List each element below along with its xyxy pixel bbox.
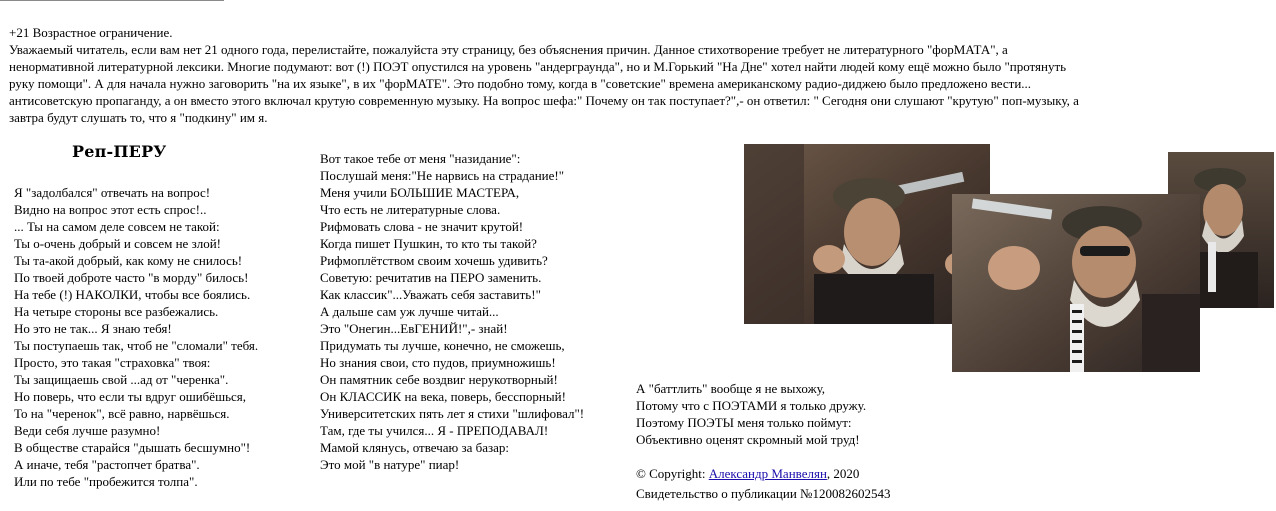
poem-line: Это мой "в натуре" пиар! [320, 457, 460, 472]
intro-line: руку помощи". А для начала нужно заговорить "на их языке", в их "форМАТЕ". Это подобно тому, когда в "советские" времена американскому радио-диджею было предложено вести... [9, 76, 1032, 91]
poem-line: Придумать ты лучше, конечно, не сможешь, [320, 338, 565, 353]
poem-line: Он КЛАССИК на века, поверь, бесспорный! [320, 389, 566, 404]
poem-line: Там, где ты учился... Я - ПРЕПОДАВАЛ! [320, 423, 549, 438]
poem-line: Рифмовать слова - не значит крутой! [320, 219, 524, 234]
poem-line: Ты та-акой добрый, как кому не снилось! [14, 253, 243, 268]
poem-line: Или по тебе "пробежится толпа". [14, 474, 198, 489]
poem-line: Ты о-очень добрый и совсем не злой! [14, 236, 221, 251]
poem-line: Мамой клянусь, отвечаю за базар: [320, 440, 510, 455]
poem-line: Что есть не литературные слова. [320, 202, 501, 217]
poem-line: Видно на вопрос этот есть спрос!.. [14, 202, 207, 217]
poem-line: А "баттлить" вообще я не выхожу, [636, 381, 826, 396]
copyright-year: , 2020 [826, 466, 860, 481]
intro-line: ненормативной литературной лексики. Многие подумают: вот (!) ПОЭТ опустился на уровень "андерграунда", но и М.Горький "На Дне" хотел найти людей кому ещё можно было "протянуть [9, 59, 1067, 74]
poem-line: Поэтому ПОЭТЫ меня только поймут: [636, 415, 852, 430]
poem-line: На четыре стороны все разбежались. [14, 304, 219, 319]
poem-line: Послушай меня:"Не нарвись на страдание!" [320, 168, 565, 183]
poem-line: Я "задолбался" отвечать на вопрос! [14, 185, 211, 200]
intro-line: завтра будут слушать то, что я "подкину" им я. [9, 110, 268, 125]
intro-line: антисоветскую пропаганду, а он вместо этого включал крутую современную музыку. На вопрос шефа:" Почему он так поступает?",- он ответил: " Сегодня они слушают "крутую" поп-музыку, а [9, 93, 1079, 108]
poem-column-2 [320, 150, 584, 473]
poem-line: По твоей доброте часто "в морду" билось! [14, 270, 249, 285]
intro-block [9, 24, 1219, 126]
poem-line: Вот такое тебе от меня "назидание": [320, 151, 521, 166]
poem-line: На тебе (!) НАКОЛКИ, чтобы все боялись. [14, 287, 251, 302]
poem-line: Потому что с ПОЭТАМИ я только дружу. [636, 398, 867, 413]
poem-line: Это "Онегин...ЕвГЕНИЙ!",- знай! [320, 321, 508, 336]
top-divider [0, 0, 224, 1]
intro-line: Уважаемый читатель, если вам нет 21 одного года, перелистайте, пожалуйста эту страницу, без объяснения причин. Данное стихотворение требует не литературного "форМАТА", а [9, 42, 1008, 57]
poem-line: Рифмоплётством своим хочешь удивить? [320, 253, 548, 268]
poem-column-3 [636, 380, 866, 448]
poem-line: Но знания свои, сто пудов, приумножишь! [320, 355, 556, 370]
poem-line: Когда пишет Пушкин, то кто ты такой? [320, 236, 537, 251]
poem-line: Но это не так... Я знаю тебя! [14, 321, 172, 336]
author-link[interactable]: Александр Манвелян [708, 466, 827, 481]
poem-line: Объективно оценят скромный мой труд! [636, 432, 860, 447]
poem-line: То на "черенок", всё равно, нарвёшься. [14, 406, 230, 421]
poem-column-1 [14, 184, 258, 490]
poem-title: Реп-ПЕРУ [72, 142, 167, 161]
poem-line: Меня учили БОЛЬШИЕ МАСТЕРА, [320, 185, 520, 200]
poem-line: Он памятник себе воздвиг нерукотворный! [320, 372, 558, 387]
poem-line: А дальше сам уж лучше читай... [320, 304, 499, 319]
poem-line: А иначе, тебя "растопчет братва". [14, 457, 200, 472]
poem-line: ... Ты на самом деле совсем не такой: [14, 219, 220, 234]
publication-certificate: Свидетельство о публикации №120082602543 [636, 486, 891, 501]
poem-line: Но поверь, что если ты вдруг ошибёшься, [14, 389, 247, 404]
poem-line: Советую: речитатив на ПЕРО заменить. [320, 270, 542, 285]
copyright-prefix: © Copyright: [636, 466, 709, 481]
copyright-line [636, 465, 859, 482]
poem-line: Веди себя лучше разумно! [14, 423, 161, 438]
age-restriction: +21 Возрастное ограничение. [9, 25, 173, 40]
poem-line: Просто, это такая "страховка" твоя: [14, 355, 211, 370]
poem-line: Ты поступаешь так, чтоб не "сломали" тебя. [14, 338, 259, 353]
poem-line: Университетских пять лет я стихи "шлифовал"! [320, 406, 585, 421]
poem-line: Как классик"...Уважать себя заставить!" [320, 287, 541, 302]
poem-line: Ты защищаешь свой ...ад от "черенка". [14, 372, 229, 387]
author-photo-2 [952, 194, 1200, 372]
poem-line: В обществе старайся "дышать бесшумно"! [14, 440, 251, 455]
